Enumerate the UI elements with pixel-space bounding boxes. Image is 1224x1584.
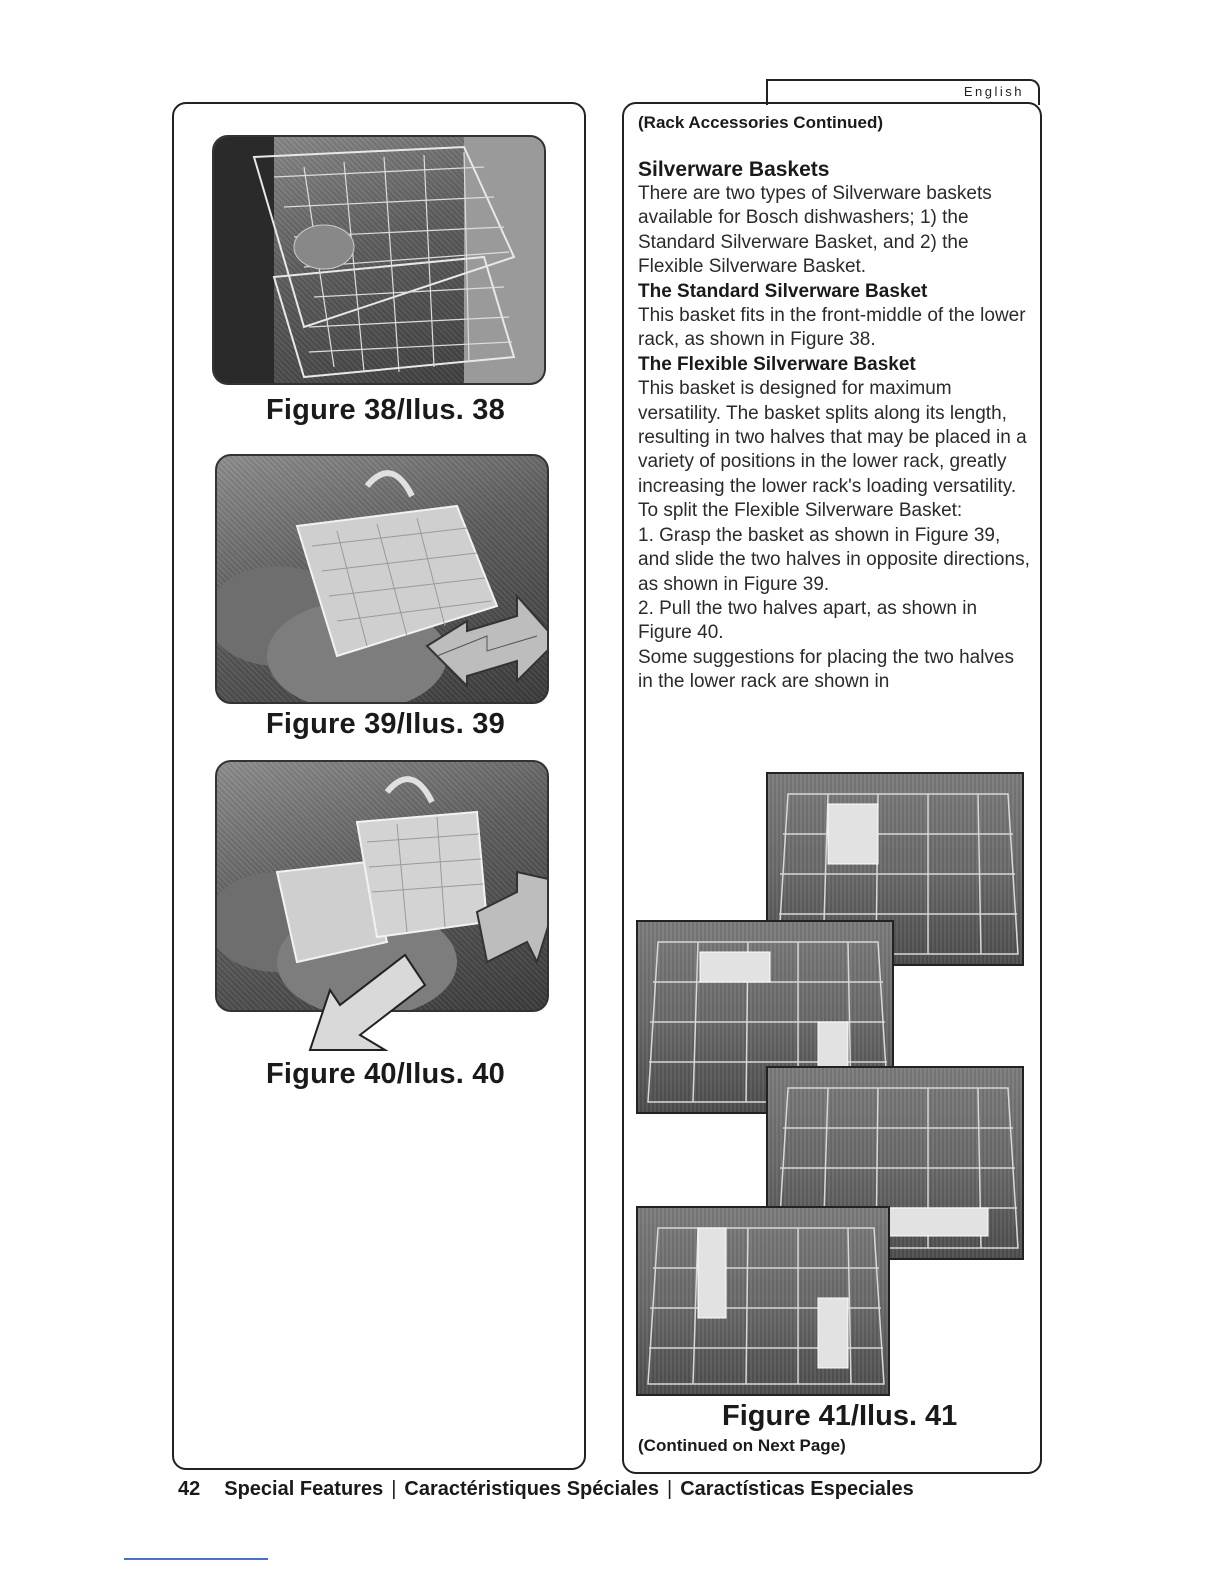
footer-section-en: Special Features bbox=[224, 1478, 384, 1500]
figure-40-arrow-icon bbox=[300, 950, 430, 1060]
flexible-basket-text: This basket is designed for maximum versatility. The basket splits along its length, resulting in two halves that may be placed in a variety of positions in the lower rack, greatly increasing the lower rack's loading versatility. bbox=[638, 378, 1027, 497]
step-1: 1. Grasp the basket as shown in Figure 39, and slide the two halves in opposite directions, as shown in Figure 39. bbox=[638, 524, 1030, 595]
figure-41-photo-d bbox=[636, 1206, 890, 1396]
figure-39-photo bbox=[215, 454, 549, 704]
right-panel-text bbox=[638, 112, 1030, 695]
page-footer bbox=[178, 1478, 914, 1501]
language-tab: English bbox=[766, 79, 1040, 105]
suggestions-text: Some suggestions for placing the two halves in the lower rack are shown in bbox=[638, 646, 1014, 693]
continued-next-page: (Continued on Next Page) bbox=[638, 1436, 846, 1455]
bottom-rule bbox=[124, 1558, 268, 1560]
footer-separator: | bbox=[391, 1478, 397, 1500]
split-intro: To split the Flexible Silverware Basket: bbox=[638, 500, 963, 522]
standard-basket-title: The Standard Silverware Basket bbox=[638, 280, 928, 302]
step-2: 2. Pull the two halves apart, as shown in Figure 40. bbox=[638, 597, 978, 644]
continued-heading: (Rack Accessories Continued) bbox=[638, 113, 883, 132]
figure-40-caption: Figure 40/Ilus. 40 bbox=[266, 1058, 505, 1090]
standard-basket-text: This basket fits in the front-middle of the lower rack, as shown in Figure 38. bbox=[638, 305, 1026, 351]
section-title: Silverware Baskets bbox=[638, 158, 830, 181]
figure-38-caption: Figure 38/Ilus. 38 bbox=[266, 394, 505, 426]
footer-section-es: Caractísticas Especiales bbox=[680, 1478, 914, 1500]
footer-section-fr: Caractéristiques Spéciales bbox=[404, 1478, 660, 1500]
figure-38-photo bbox=[212, 135, 546, 385]
page-number: 42 bbox=[178, 1478, 201, 1500]
flexible-basket-title: The Flexible Silverware Basket bbox=[638, 353, 916, 375]
figure-39-caption: Figure 39/Ilus. 39 bbox=[266, 708, 505, 740]
intro-paragraph: There are two types of Silverware baskets available for Bosch dishwashers; 1) the Standard Silverware Basket, and 2) the Flexible Silverware Basket. bbox=[638, 183, 992, 278]
footer-separator: | bbox=[667, 1478, 673, 1500]
figure-41-caption: Figure 41/Ilus. 41 bbox=[722, 1400, 958, 1432]
